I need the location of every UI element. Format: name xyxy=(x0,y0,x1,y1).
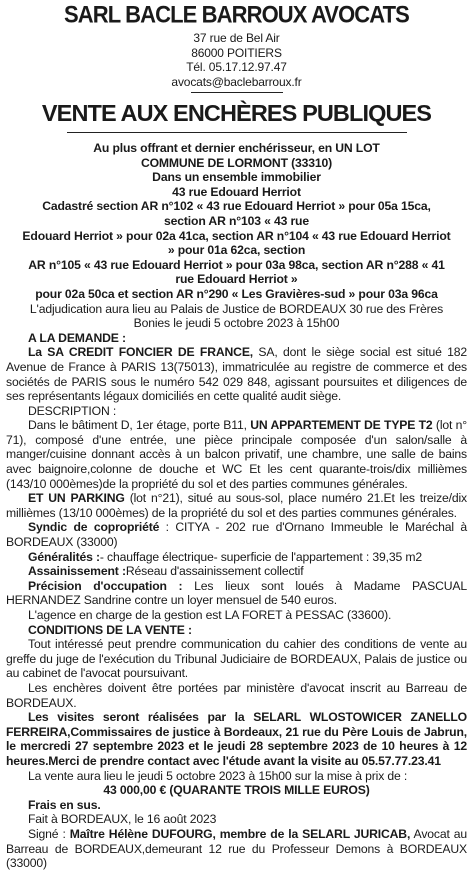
intro-line: Edouard Herriot » pour 02a 41ca, section AR n°104 « 43 rue Edouard Herriot xyxy=(22,228,451,243)
apartment-text-end: (lot n° 71), composé d'une entrée, une pièce principale composée d'un salon/salle à manger/cuisine donnant accès à un balcon privatif, une chambre, une salle de bains avec baignoire,colonne de douche et WC Et les cent quarante-trois/dix millièmes (143/10 000èmes)de la propriété du sol et des parties communes générales. xyxy=(6,418,467,491)
intro-line: rue Edouard Herriot » xyxy=(175,272,298,287)
parking-paragraph xyxy=(6,491,467,520)
intro-line: COMMUNE DE LORMONT (33310) xyxy=(140,155,333,170)
intro-line: pour 02a 50ca et section AR n°290 « Les Gravières-sud » pour 03a 96ca xyxy=(35,286,438,301)
divider-long xyxy=(67,132,407,133)
intro-block xyxy=(6,141,467,302)
generalites-label: Généralités : xyxy=(28,549,100,564)
notice-title: VENTE AUX ENCHÈRES PUBLIQUES xyxy=(41,100,432,126)
parking-label: ET UN PARKING xyxy=(28,491,125,506)
firm-address xyxy=(6,31,467,89)
apartment-type: UN APPARTEMENT DE TYPE T2 xyxy=(250,418,433,433)
intro-line: AR n°105 « 43 rue Edouard Herriot » pour 03a 98ca, section AR n°288 « 41 xyxy=(28,257,445,272)
demande-paragraph xyxy=(6,345,467,403)
syndic-label: Syndic de copropriété xyxy=(28,520,160,535)
signature-text: Avocat au Barreau de BORDEAUX,demeurant 12 rue du Professeur Demons à BORDEAUX (33000) xyxy=(6,826,467,871)
signature-label: Signé : xyxy=(28,826,70,841)
apartment-paragraph xyxy=(6,418,467,491)
occupation-text: Les lieux sont loués à Madame PASCUAL HERNANDEZ Sandrine contre un loyer mensuel de 540 euros. xyxy=(6,578,467,608)
assainissement-paragraph xyxy=(6,564,467,579)
firm-city: 86000 POITIERS xyxy=(191,45,282,60)
generalites-text: - chauffage électrique- superficie de l'appartement : 39,35 m2 xyxy=(99,549,422,564)
intro-line: section AR n°103 « 43 rue xyxy=(164,213,309,228)
agence-paragraph: L'agence en charge de la gestion est LA FORET à PESSAC (33600). xyxy=(28,608,392,622)
demande-heading: A LA DEMANDE : xyxy=(28,330,126,345)
adjudication-line: Bonies le jeudi 5 octobre 2023 à 15h00 xyxy=(133,316,340,331)
adjudication-line: L'adjudication aura lieu au Palais de Justice de BORDEAUX 30 rue des Frères xyxy=(29,301,444,316)
encheres-paragraph: Les enchères doivent être portées par ministère d'avocat inscrit au Barreau de BORDEAUX. xyxy=(6,680,467,710)
signature-paragraph xyxy=(6,827,467,871)
generalites-paragraph xyxy=(6,550,467,565)
demande-text: SA, dont le siège social est situé 182 Avenue de France à PARIS 13(75013), immatriculée au registre de commerce et des sociétés de PARIS sous le numéro 542 029 848, agissant poursuites et diligences de ses représentants légaux domiciliés en cette qualité audit siège. xyxy=(6,345,467,404)
parking-text: (lot n°21), situé au sous-sol, place numéro 21.Et les treize/dix millièmes (13/10 000èmes) de la propriété du sol et des parties communes générales. xyxy=(6,491,468,520)
intro-line: Cadastré section AR n°102 « 43 rue Edouard Herriot » pour 05a 15ca, xyxy=(42,199,431,214)
demande-lead: La SA CREDIT FONCIER DE FRANCE, xyxy=(28,345,254,360)
firm-name: SARL BACLE BARROUX AVOCATS xyxy=(64,0,409,28)
adjudication-block xyxy=(6,302,467,331)
conditions-heading: CONDITIONS DE LA VENTE : xyxy=(28,622,192,637)
vente-paragraph: La vente aura lieu le jeudi 5 octobre 2023 à 15h00 sur la mise à prix de : xyxy=(28,768,408,783)
intro-line: 43 rue Edouard Herriot xyxy=(172,184,301,199)
divider-short xyxy=(191,92,283,93)
intro-line: » pour 01a 62ca, section xyxy=(167,243,306,258)
occupation-label: Précision d'occupation : xyxy=(28,578,183,593)
firm-email: avocats@baclebarroux.fr xyxy=(171,74,302,89)
signature-name: Maître Hélène DUFOURG, membre de la SELARL JURICAB, xyxy=(69,826,411,841)
conditions-paragraph: Tout intéressé peut prendre communication du cahier des conditions de vente au greffe du juge de l'exécution du Tribunal Judiciaire de BORDEAUX, Palais de justice ou au cabinet de l'avocat poursuivant. xyxy=(6,637,467,681)
syndic-paragraph xyxy=(6,520,467,549)
description-heading: DESCRIPTION : xyxy=(28,403,117,418)
firm-phone: Tél. 05.17.12.97.47 xyxy=(186,60,287,74)
assainissement-label: Assainissement : xyxy=(28,564,126,579)
fait-line: Fait à BORDEAUX, le 16 août 2023 xyxy=(28,812,217,827)
frais-line: Frais en sus. xyxy=(28,797,101,812)
syndic-text: : CITYA - 202 rue d'Ornano Immeuble le Maréchal à BORDEAUX (33000) xyxy=(6,520,467,550)
intro-line: Au plus offrant et dernier enchérisseur, en UN LOT xyxy=(93,141,380,155)
occupation-paragraph xyxy=(6,579,467,608)
assainissement-text: Réseau d'assainissement collectif xyxy=(125,564,304,579)
visites-paragraph: Les visites seront réalisées par la SELARL WLOSTOWICER ZANELLO FERREIRA,Commissaires de justice à Bordeaux, 21 rue du Père Louis de Jabrun, le mercredi 27 septembre 2023 et le jeudi 28 septembre 2023 de 10 heures à 12 heures.Merci de prendre contact avec l'étude avant la visite au 05.57.77.23.41 xyxy=(6,710,467,768)
apartment-text-start: Dans le bâtiment D, 1er étage, porte B11, xyxy=(28,418,251,433)
firm-street: 37 rue de Bel Air xyxy=(193,31,280,45)
mise-a-prix: 43 000,00 € (QUARANTE TROIS MILLE EUROS) xyxy=(103,783,370,798)
intro-line: Dans un ensemble immobilier xyxy=(152,170,321,185)
